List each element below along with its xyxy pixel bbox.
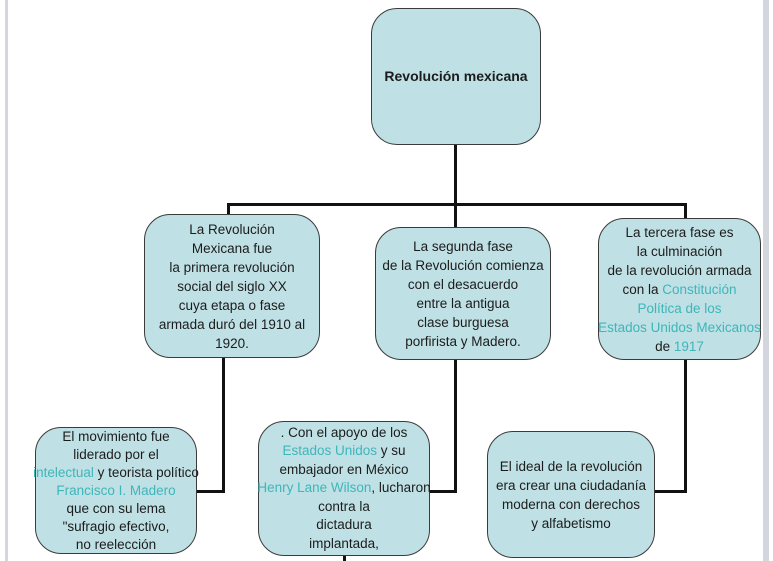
node-text: La segunda fase <box>413 238 513 254</box>
linked-term[interactable]: Estados Unidos <box>282 443 378 459</box>
node-text: moderna con derechos <box>501 496 641 512</box>
node-text: porfirista y Madero. <box>405 333 521 349</box>
connector-phase2-stem <box>454 358 457 493</box>
node-text: 1920. <box>215 335 249 351</box>
node-text: era crear una ciudadanía <box>495 477 647 493</box>
node-madero[interactable] <box>35 427 197 554</box>
page-right-edge <box>763 0 769 561</box>
node-text-line <box>637 299 721 318</box>
node-text: La tercera fase es <box>625 224 734 240</box>
node-primera-fase[interactable] <box>144 214 320 358</box>
node-text-line <box>215 334 249 353</box>
connector-main-bar <box>227 203 687 206</box>
node-text: con el desacuerdo <box>407 276 519 292</box>
node-text-line <box>637 242 723 261</box>
node-text-line <box>279 461 408 480</box>
node-text-line <box>382 256 543 275</box>
node-text-line <box>318 498 370 517</box>
node-text-line <box>66 500 165 518</box>
node-text: Revolución mexicana <box>384 68 528 84</box>
node-text: social del siglo XX <box>177 278 287 294</box>
node-text: , lucharon <box>371 480 431 496</box>
node-text: implantada, <box>309 535 379 551</box>
connector-phase1-stem <box>222 356 225 493</box>
node-tercera-fase[interactable] <box>598 218 761 360</box>
node-text-line <box>309 535 379 554</box>
node-text-line <box>282 442 405 461</box>
node-text: "sufragio efectivo, <box>62 518 170 534</box>
linked-term[interactable]: Francisco I. Madero <box>56 482 176 498</box>
connector-root-stem <box>454 144 457 205</box>
node-text-line <box>502 495 640 514</box>
node-text: La Revolución <box>189 221 275 237</box>
node-text: la primera revolución <box>169 259 295 275</box>
connector-ideal-arm <box>653 490 687 493</box>
node-text: que con su lema <box>66 500 166 516</box>
node-segunda-fase[interactable] <box>375 227 551 360</box>
node-text: entre la antigua <box>416 295 510 311</box>
linked-term[interactable]: 1917 <box>673 338 704 354</box>
node-text: embajador en México <box>279 461 409 477</box>
linked-term[interactable]: Henry Lane Wilson <box>257 480 372 496</box>
node-text: de la Revolución comienza <box>382 257 544 273</box>
node-text-line <box>405 332 521 351</box>
page-left-edge <box>5 0 8 561</box>
linked-term[interactable]: intelectual <box>33 464 94 480</box>
node-text-line <box>56 482 175 500</box>
connector-madero-arm <box>196 490 225 493</box>
connector-drop-phase2 <box>454 205 457 229</box>
node-revolucion-mexicana[interactable] <box>371 8 541 145</box>
node-text: de la revolución armada <box>607 262 752 278</box>
node-text-line <box>33 464 199 482</box>
node-text-line <box>655 337 704 356</box>
node-text-line <box>622 280 736 299</box>
node-text: El ideal de la revolución <box>499 458 643 474</box>
node-text-line <box>500 457 643 476</box>
node-text-line <box>417 313 509 332</box>
node-text-line <box>531 514 611 533</box>
node-text: y su <box>377 443 406 459</box>
node-text-line <box>607 261 751 280</box>
node-text: armada duró del 1910 al <box>158 316 306 332</box>
node-text: dictadura <box>316 517 372 533</box>
linked-term[interactable]: Política de los <box>637 300 722 316</box>
node-ideal-revolucion[interactable] <box>487 431 655 558</box>
node-text-line <box>281 424 408 443</box>
node-text-line <box>63 518 170 536</box>
node-text-line <box>169 258 294 277</box>
node-text-line <box>257 479 430 498</box>
node-text: Mexicana fue <box>191 240 273 256</box>
node-text: liderado por el <box>73 446 159 462</box>
node-text: . Con el apoyo de los <box>280 424 408 440</box>
node-text: de <box>655 338 674 354</box>
connector-usa-arm <box>429 490 457 493</box>
node-text-line <box>316 516 372 535</box>
node-text-line <box>416 294 509 313</box>
node-text-line <box>413 237 513 256</box>
node-text-line <box>384 67 527 86</box>
node-text: contra la <box>318 498 370 514</box>
node-text-line <box>408 275 518 294</box>
node-text: y alfabetismo <box>531 515 611 531</box>
node-text: no reelección <box>75 536 157 552</box>
node-text-line <box>159 315 305 334</box>
node-text: cuya etapa o fase <box>178 297 286 313</box>
node-apoyo-estados-unidos[interactable] <box>258 421 430 556</box>
connector-phase3-stem <box>684 358 687 493</box>
node-text: El movimiento fue <box>62 428 170 444</box>
node-text-line <box>496 476 646 495</box>
node-text-line <box>62 428 169 446</box>
node-text: clase burguesa <box>417 314 509 330</box>
node-text-line <box>625 223 733 242</box>
node-text-line <box>76 536 156 554</box>
node-text: con la <box>622 281 663 297</box>
node-text-line <box>179 296 286 315</box>
linked-term[interactable]: Estados Unidos Mexicanos <box>598 319 761 335</box>
node-text-line <box>192 239 272 258</box>
node-text-line <box>598 318 761 337</box>
node-text-line <box>177 277 287 296</box>
node-text: y teorista político <box>93 464 199 480</box>
linked-term[interactable]: Constitución <box>662 281 737 297</box>
node-text-line <box>189 220 275 239</box>
node-text: la culminación <box>636 243 723 259</box>
node-text-line <box>73 446 159 464</box>
